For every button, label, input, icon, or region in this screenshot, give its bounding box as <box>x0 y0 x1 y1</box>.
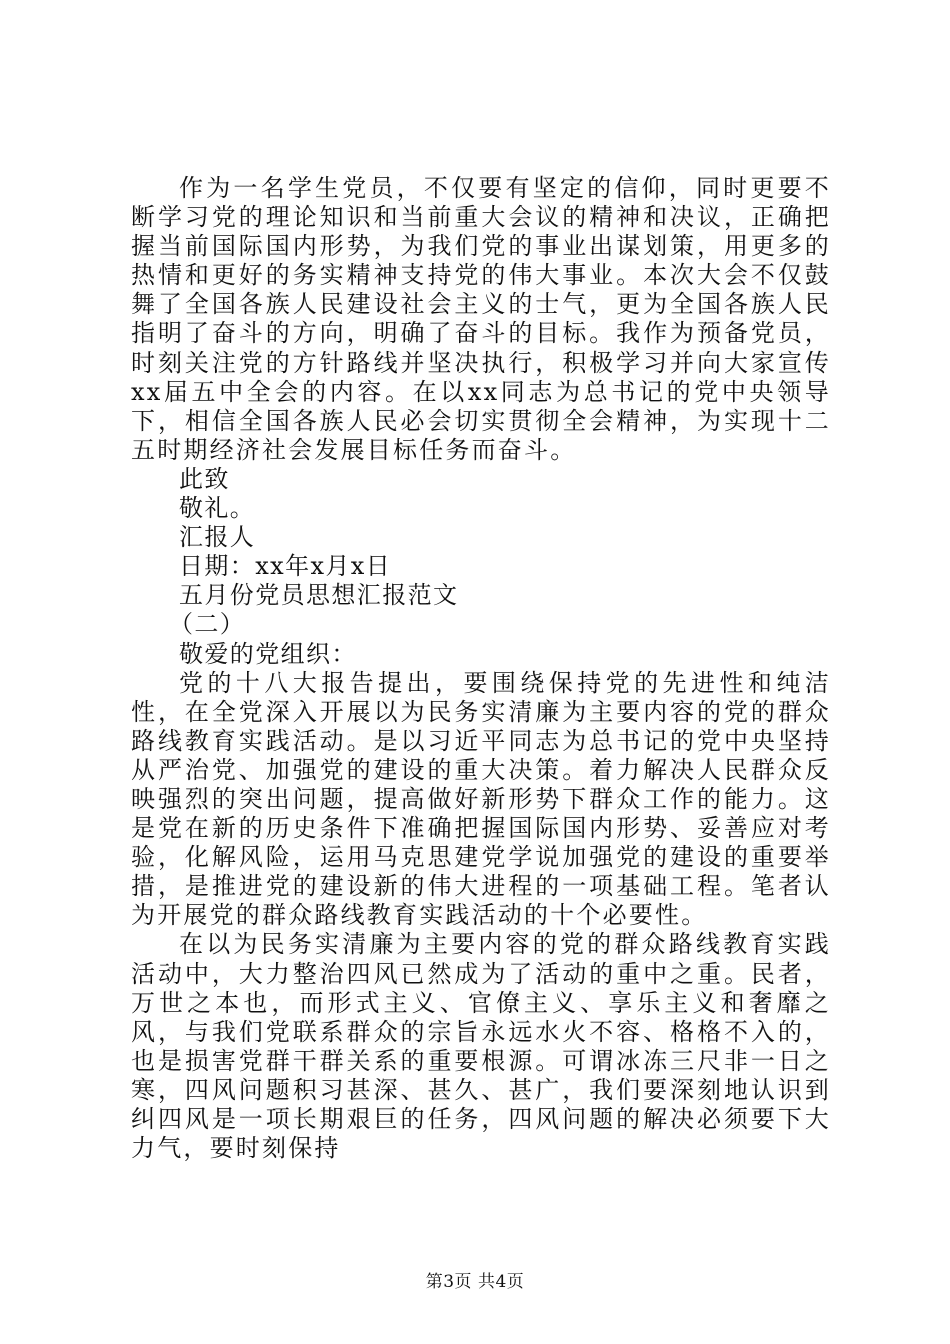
greeting-line: 敬爱的党组织： <box>179 639 357 668</box>
page-footer <box>0 1267 950 1292</box>
body-paragraph-2: 党的十八大报告提出，要围绕保持党的先进性和纯洁性，在全党深入开展以为民务实清廉为主要内容的党的群众路线教育实践活动。是以习近平同志为总书记的党中央坚持从严治党、加强党的建设的重大决策。着力解决人民群众反映强烈的突出问题，提高做好新形势下群众工作的能力。这是党在新的历史条件下准确把握国际国内形势、妥善应对考验，化解风险，运用马克思建党学说加强党的建设的重要举措，是推进党的建设新的伟大进程的一项基础工程。笔者认为开展党的群众路线教育实践活动的十个必要性。 <box>131 668 831 930</box>
regards-line: 敬礼。 <box>179 494 256 523</box>
date-line: 日期：xx年x月x日 <box>179 552 392 581</box>
document-body <box>131 174 831 1163</box>
body-paragraph-1: 作为一名学生党员，不仅要有坚定的信仰，同时更要不断学习党的理论知识和当前重大会议的精神和决议，正确把握当前国际国内形势，为我们党的事业出谋划策，用更多的热情和更好的务实精神支持党的伟大事业。本次大会不仅鼓舞了全国各族人民建设社会主义的士气，更为全国各族人民指明了奋斗的方向，明确了奋斗的目标。我作为预备党员，时刻关注党的方针路线并坚决执行，积极学习并向大家宣传xx届五中全会的内容。在以xx同志为总书记的党中央领导下，相信全国各族人民必会切实贯彻全会精神，为实现十二五时期经济社会发展目标任务而奋斗。 <box>131 174 831 464</box>
section-number: （二） <box>169 610 246 639</box>
page-number: 第3页 共4页 <box>425 1272 525 1292</box>
body-paragraph-3: 在以为民务实清廉为主要内容的党的群众路线教育实践活动中，大力整治四风已然成为了活动的重中之重。民者，万世之本也，而形式主义、官僚主义、享乐主义和奢靡之风，与我们党联系群众的宗旨永远水火不容、格格不入的，也是损害党群干群关系的重要根源。可谓冰冻三尺非一日之寒，四风问题积习甚深、甚久、甚广，我们要深刻地认识到纠四风是一项长期艰巨的任务，四风问题的解决必须要下大力气，要时刻保持 <box>131 930 831 1163</box>
salutation-line: 此致 <box>179 464 230 493</box>
section-title: 五月份党员思想汇报范文 <box>179 581 459 610</box>
reporter-line: 汇报人 <box>179 523 256 552</box>
